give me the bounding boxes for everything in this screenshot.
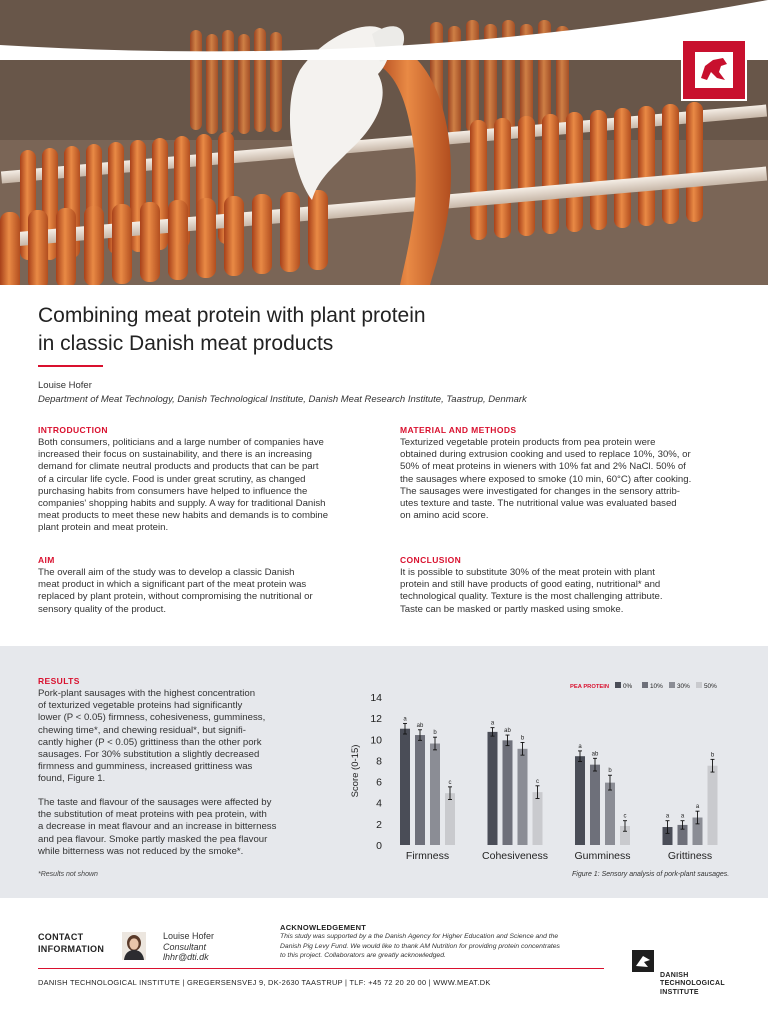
legend-label: 50%	[704, 683, 717, 690]
conclusion-text	[400, 567, 740, 616]
legend-title: PEA PROTEIN	[570, 684, 610, 690]
bar-0%-firmness	[400, 729, 410, 845]
introduction-text	[38, 437, 378, 535]
results-text	[38, 688, 328, 786]
poster-title	[38, 302, 598, 358]
text-line: of texturized vegetable proteins had significantly	[38, 700, 243, 712]
contact-name: Louise Hofer	[163, 931, 215, 941]
bar-10%-cohesiveness	[503, 740, 513, 845]
legend-label: 0%	[623, 683, 633, 690]
significance-letter: b	[520, 735, 525, 742]
acknowledgement-text	[280, 932, 600, 961]
y-tick-label: 14	[370, 692, 382, 704]
text-line: on amino acid score.	[400, 510, 489, 522]
significance-letter: b	[608, 768, 612, 775]
text-line: meat products to meet these new habits and demands is to combine	[38, 510, 329, 522]
y-tick-label: 12	[370, 713, 382, 726]
hero-photo	[0, 0, 768, 285]
dti-logo-icon	[632, 950, 654, 972]
significance-letter: a	[578, 743, 582, 750]
text-line: the sausages where exposed to smoke (10 min, 60°C) after cooking.	[400, 473, 692, 485]
y-axis-label: Score (0-15)	[350, 744, 361, 798]
legend-swatch	[696, 682, 702, 688]
text-line: the substitution of meat proteins with pea protein, with	[38, 809, 267, 821]
methods-text	[400, 437, 740, 522]
text-line: protein and still have products of good eating, nutritional* and	[400, 579, 661, 591]
text-line: plant protein and meat protein.	[38, 522, 169, 534]
text-line: obtained during extrusion cooking and used to replace 10%, 30%, or	[400, 449, 691, 461]
text-line: to this project. Collaborators are greatly acknowledged.	[280, 952, 446, 959]
legend-swatch	[642, 682, 648, 688]
y-tick-label: 8	[376, 755, 382, 768]
text-line: a decrease in meat flavour and an increase in bitterness	[38, 821, 277, 833]
conclusion-heading: CONCLUSION	[400, 555, 462, 565]
dti-logo-line3: INSTITUTE	[660, 988, 699, 996]
x-tick-label: Grittiness	[667, 850, 713, 862]
bar-0%-cohesiveness	[488, 732, 498, 845]
text-line: The sausages were investigated for changes in the sensory attrib-	[400, 485, 680, 497]
text-line: It is possible to substitute 30% of the meat protein with plant	[400, 567, 655, 578]
hero-edge-curve	[0, 0, 768, 60]
footer-contact-line: DANISH TECHNOLOGICAL INSTITUTE | GREGERSENSVEJ 9, DK-2630 TAASTRUP | TLF: +45 72 20 20 00 | WWW.MEAT.DK	[38, 978, 491, 987]
text-line: of a circular life cycle. Food is under great scrutiny, as changed	[38, 473, 306, 485]
legend-swatch	[669, 682, 675, 688]
significance-letter: a	[403, 716, 407, 723]
bar-0%-gumminess	[575, 756, 585, 845]
text-line: Pork-plant sausages with the highest concentration	[38, 688, 256, 699]
text-line: found, Figure 1.	[38, 773, 106, 785]
footer-divider	[38, 968, 604, 969]
text-line: Both consumers, politicians and a large number of companies have	[38, 437, 324, 448]
bar-30%-firmness	[430, 744, 440, 845]
conference-logo	[666, 28, 762, 104]
results-note: *Results not shown	[38, 871, 98, 878]
text-line: replaced by plant protein, without compromising the nutritional or	[38, 591, 313, 603]
y-tick-label: 0	[376, 840, 382, 852]
poster-title-line2: in classic Danish meat products	[38, 332, 334, 355]
bar-10%-gumminess	[590, 765, 600, 845]
figure-caption: Figure 1: Sensory analysis of pork-plant sausages.	[572, 871, 730, 878]
y-tick-label: 10	[370, 734, 382, 747]
legend-label: 30%	[677, 683, 690, 690]
poster-title-line1: Combining meat protein with plant protein	[38, 304, 426, 327]
text-line: Danish Pig Levy Fund. We would like to thank AM Nutrition for providing protein concentrates	[280, 942, 560, 950]
text-line: meat product in which a significant part of the meat protein was	[38, 579, 307, 591]
significance-letter: ab	[504, 728, 511, 735]
bar-50%-firmness	[445, 793, 455, 845]
dti-logo-line2: TECHNOLOGICAL	[660, 980, 725, 988]
aim-heading: AIM	[38, 555, 55, 565]
aim-text	[38, 567, 378, 616]
text-line: demand for climate neutral products and products that can be part	[38, 461, 319, 473]
text-line: technological quality. Texture is the most challenging attribute.	[400, 591, 663, 603]
text-line: purchasing habits from consumers have helped to influence the	[38, 485, 308, 497]
bar-50%-cohesiveness	[533, 792, 543, 845]
significance-letter: c	[448, 779, 452, 786]
contact-email[interactable]: lhhr@dti.dk	[163, 952, 209, 962]
bar-30%-cohesiveness	[518, 749, 528, 845]
y-tick-label: 4	[376, 797, 382, 810]
text-line: Taste can be masked or partly masked using smoke.	[400, 603, 624, 615]
contact-role: Consultant	[163, 942, 207, 952]
text-line: sensory quality of the product.	[38, 603, 166, 615]
text-line: lower (P < 0.05) firmness, cohesiveness, gumminess,	[38, 712, 266, 724]
significance-letter: a	[695, 804, 700, 811]
significance-letter: c	[536, 778, 539, 785]
text-line: cantly higher (P < 0.05) grittiness than the other pork	[38, 736, 262, 748]
text-line: The overall aim of the study was to develop a classic Danish	[38, 567, 295, 578]
text-line: increased their focus on sustainability, and there is an increasing	[38, 449, 312, 461]
contact-heading-line1: CONTACT	[38, 932, 84, 942]
text-line: utes texture and taste. The nutritional value was evaluated based	[400, 498, 677, 510]
legend-swatch	[615, 682, 621, 688]
results-text-2	[38, 797, 328, 858]
significance-letter: ab	[591, 751, 599, 758]
text-line: while bitterness was not reduced by the smoke*.	[38, 845, 244, 857]
text-line: 50% of meat proteins in wieners with 10% fat and 2% NaCl. 50% of	[400, 461, 686, 473]
legend-label: 10%	[650, 683, 663, 690]
conference-label: ICoMST 2021 KRAKÓW	[675, 28, 753, 36]
contact-heading	[38, 931, 104, 955]
significance-letter: a	[680, 813, 685, 820]
significance-letter: a	[490, 720, 495, 727]
contact-heading-line2: INFORMATION	[38, 944, 105, 954]
text-line: chewing time*, and chewing residual*, but signifi-	[38, 724, 246, 736]
bar-30%-gumminess	[605, 783, 615, 845]
bar-10%-firmness	[415, 735, 425, 845]
x-tick-label: Firmness	[405, 850, 450, 862]
conference-emblem	[681, 39, 747, 101]
y-tick-label: 6	[376, 776, 382, 789]
x-tick-label: Gumminess	[574, 850, 631, 862]
dti-logo-line1: DANISH	[660, 972, 689, 979]
dti-logo	[632, 950, 742, 1000]
significance-letter: b	[433, 730, 437, 737]
sensory-bar-chart	[340, 675, 740, 865]
results-heading: RESULTS	[38, 676, 80, 686]
text-line: Texturized vegetable protein products from pea protein were	[400, 437, 656, 448]
author-name: Louise Hofer	[38, 380, 92, 391]
emblem-icon	[695, 52, 733, 88]
significance-letter: a	[665, 813, 670, 820]
significance-letter: b	[710, 752, 715, 759]
text-line: and pea flavour. Smoke partly masked the pea flavour	[38, 833, 268, 845]
text-line: This study was supported by a the Danish Agency for Higher Education and Science and the	[280, 933, 559, 940]
significance-letter: c	[623, 813, 627, 820]
significance-letter: ab	[416, 722, 424, 729]
text-line: The taste and flavour of the sausages were affected by	[38, 797, 272, 808]
dti-logo-text	[660, 972, 725, 997]
avatar	[122, 932, 146, 960]
text-line: companies' shopping habits and supply. A way for traditional Danish	[38, 498, 326, 510]
y-tick-label: 2	[376, 818, 382, 831]
bar-50%-grittiness	[708, 766, 718, 845]
title-divider	[38, 365, 103, 367]
introduction-heading: INTRODUCTION	[38, 425, 108, 435]
text-line: firmness and gumminess, increased grittiness was	[38, 761, 253, 773]
acknowledgement-heading: ACKNOWLEDGEMENT	[280, 923, 367, 932]
text-line: sausages. For 30% substitution a slightly decreased	[38, 749, 260, 761]
author-affiliation: Department of Meat Technology, Danish Technological Institute, Danish Meat Research Institute, Taastrup, Denmark	[38, 394, 527, 405]
x-tick-label: Cohesiveness	[482, 850, 548, 862]
methods-heading: MATERIAL AND METHODS	[400, 425, 517, 435]
